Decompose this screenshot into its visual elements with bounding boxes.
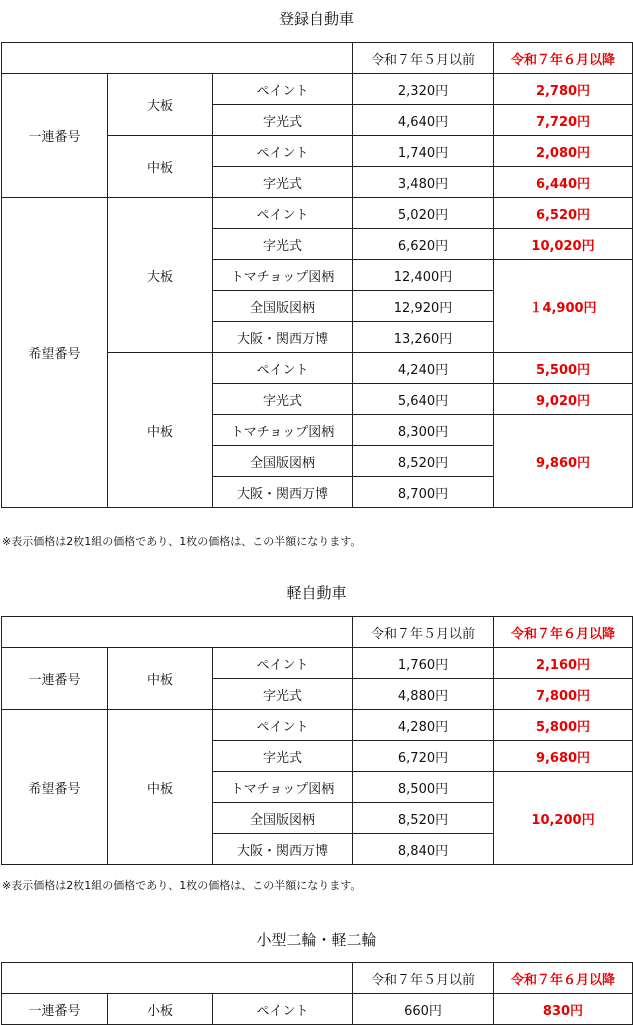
price-before: 3,480円	[353, 167, 494, 198]
plate-type: 大阪・関西万博	[213, 322, 353, 353]
price-before: 8,520円	[353, 446, 494, 477]
price-after: 2,160円	[494, 648, 633, 679]
price-before: 5,020円	[353, 198, 494, 229]
size-medium: 中板	[108, 710, 213, 865]
plate-type: トマチョップ図柄	[213, 260, 353, 291]
table-header-row	[2, 617, 633, 648]
bike-section	[0, 929, 633, 951]
header-after: 令和７年６月以降	[494, 617, 633, 648]
header-after: 令和７年６月以降	[494, 43, 633, 74]
table-row	[2, 198, 633, 229]
size-small: 小板	[108, 994, 213, 1025]
section-title: 小型二輪・軽二輪	[256, 931, 377, 949]
price-before: 1,740円	[353, 136, 494, 167]
table-row	[2, 648, 633, 679]
price-after-design: １4,900円	[494, 260, 633, 353]
header-before: 令和７年５月以前	[353, 963, 494, 994]
plate-type: 字光式	[213, 384, 353, 415]
price-before: 13,260円	[353, 322, 494, 353]
category-wish: 希望番号	[2, 198, 108, 508]
plate-type: ペイント	[213, 74, 353, 105]
size-medium: 中板	[108, 648, 213, 710]
price-after-design: 10,200円	[494, 772, 633, 865]
header-blank	[2, 43, 353, 74]
size-large: 大板	[108, 74, 213, 136]
plate-type: 字光式	[213, 105, 353, 136]
table-row	[2, 994, 633, 1025]
category-seq: 一連番号	[2, 74, 108, 198]
price-before: 4,640円	[353, 105, 494, 136]
price-before: 8,300円	[353, 415, 494, 446]
price-after: 7,720円	[494, 105, 633, 136]
price-before: 12,920円	[353, 291, 494, 322]
price-after-design: 9,860円	[494, 415, 633, 508]
plate-type: 字光式	[213, 679, 353, 710]
price-after: 7,800円	[494, 679, 633, 710]
price-before: 12,400円	[353, 260, 494, 291]
section-title: 登録自動車	[278, 10, 354, 28]
size-large: 大板	[108, 198, 213, 353]
price-before: 8,500円	[353, 772, 494, 803]
table-row	[2, 710, 633, 741]
plate-type: 全国版図柄	[213, 446, 353, 477]
table-header-row	[2, 43, 633, 74]
price-after: 10,020円	[494, 229, 633, 260]
plate-type: ペイント	[213, 648, 353, 679]
plate-type: 字光式	[213, 167, 353, 198]
header-blank	[2, 617, 353, 648]
plate-type: トマチョップ図柄	[213, 772, 353, 803]
price-after: 6,440円	[494, 167, 633, 198]
plate-type: トマチョップ図柄	[213, 415, 353, 446]
price-before: 5,640円	[353, 384, 494, 415]
price-before: 4,240円	[353, 353, 494, 384]
table-header-row	[2, 963, 633, 994]
section-title: 軽自動車	[286, 584, 347, 602]
header-before: 令和７年５月以前	[353, 617, 494, 648]
price-after: 830円	[494, 994, 633, 1025]
bike-price-table	[1, 962, 633, 1025]
plate-type: ペイント	[213, 710, 353, 741]
price-after: 2,080円	[494, 136, 633, 167]
registered-price-table	[1, 42, 633, 508]
price-before: 1,760円	[353, 648, 494, 679]
table-row	[2, 74, 633, 105]
plate-type: 字光式	[213, 741, 353, 772]
price-before: 6,620円	[353, 229, 494, 260]
price-after: 5,800円	[494, 710, 633, 741]
plate-type: ペイント	[213, 994, 353, 1025]
price-before: 8,840円	[353, 834, 494, 865]
header-before: 令和７年５月以前	[353, 43, 494, 74]
price-after: 9,020円	[494, 384, 633, 415]
price-after: 9,680円	[494, 741, 633, 772]
plate-type: ペイント	[213, 353, 353, 384]
price-before: 660円	[353, 994, 494, 1025]
category-seq: 一連番号	[2, 648, 108, 710]
price-before: 8,520円	[353, 803, 494, 834]
plate-type: 字光式	[213, 229, 353, 260]
price-after: 5,500円	[494, 353, 633, 384]
size-medium: 中板	[108, 136, 213, 198]
plate-type: 大阪・関西万博	[213, 477, 353, 508]
kei-section	[0, 582, 633, 604]
plate-type: ペイント	[213, 136, 353, 167]
category-wish: 希望番号	[2, 710, 108, 865]
plate-type: 大阪・関西万博	[213, 834, 353, 865]
header-after: 令和７年６月以降	[494, 963, 633, 994]
plate-type: 全国版図柄	[213, 291, 353, 322]
price-note: ※表示価格は2枚1組の価格であり、1枚の価格は、この半額になります。	[2, 879, 362, 892]
price-note: ※表示価格は2枚1組の価格であり、1枚の価格は、この半額になります。	[2, 535, 362, 548]
plate-type: 全国版図柄	[213, 803, 353, 834]
plate-type: ペイント	[213, 198, 353, 229]
price-after: 6,520円	[494, 198, 633, 229]
header-blank	[2, 963, 353, 994]
price-after: 2,780円	[494, 74, 633, 105]
registered-section	[0, 8, 633, 30]
price-before: 4,880円	[353, 679, 494, 710]
price-before: 6,720円	[353, 741, 494, 772]
size-medium: 中板	[108, 353, 213, 508]
price-before: 4,280円	[353, 710, 494, 741]
kei-price-table	[1, 616, 633, 865]
price-before: 8,700円	[353, 477, 494, 508]
price-before: 2,320円	[353, 74, 494, 105]
category-seq: 一連番号	[2, 994, 108, 1025]
